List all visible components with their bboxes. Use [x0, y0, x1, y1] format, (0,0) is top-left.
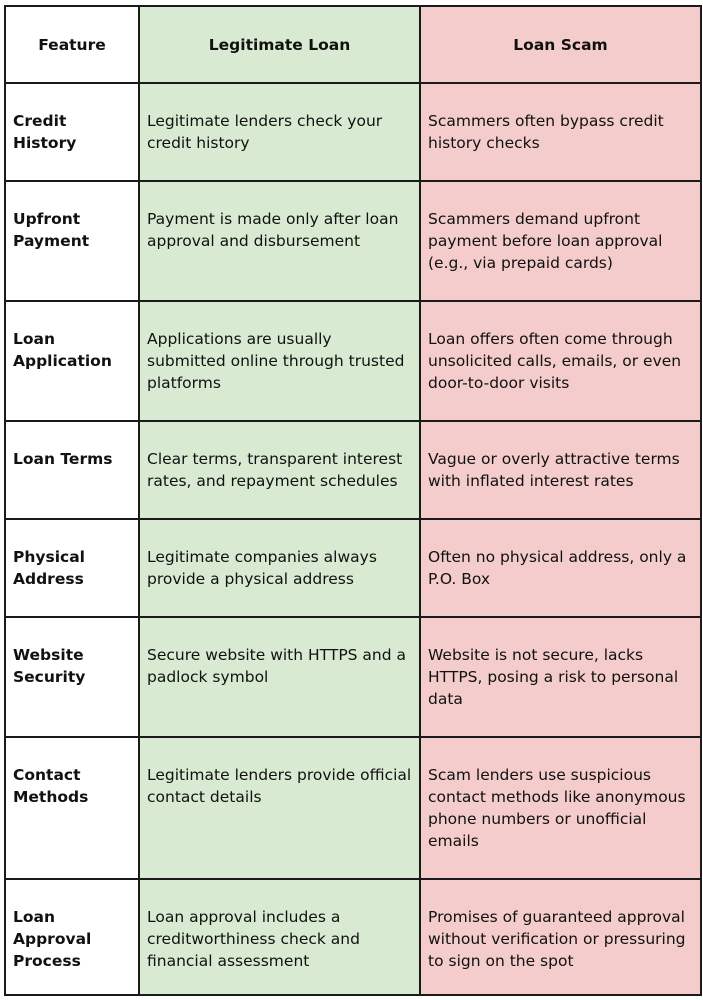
feature-cell: [5, 421, 139, 519]
scam-text: Often no physical address, only a P.O. Box: [428, 548, 687, 588]
feature-label: Loan Terms: [13, 450, 113, 468]
feature-cell: [5, 519, 139, 617]
table-row: [5, 737, 701, 879]
legitimate-text: Applications are usually submitted online through trusted platforms: [147, 330, 405, 392]
feature-label: Credit History: [13, 112, 77, 152]
table-row: [5, 519, 701, 617]
table-row: [5, 879, 701, 995]
table-row: [5, 83, 701, 181]
table-row: [5, 181, 701, 301]
scam-cell: [420, 83, 701, 181]
feature-label: Contact Methods: [13, 766, 89, 806]
header-legitimate-label: Legitimate Loan: [208, 35, 351, 54]
scam-text: Scammers often bypass credit history checks: [428, 112, 664, 152]
feature-label: Loan Approval Process: [13, 908, 92, 970]
feature-label: Physical Address: [13, 548, 85, 588]
feature-label: Loan Application: [13, 330, 112, 370]
legitimate-cell: [139, 879, 420, 995]
legitimate-cell: [139, 737, 420, 879]
legitimate-cell: [139, 421, 420, 519]
legitimate-text: Legitimate lenders provide official contact details: [147, 766, 412, 806]
header-row: [5, 6, 701, 83]
legitimate-text: Legitimate companies always provide a physical address: [147, 548, 377, 588]
legitimate-text: Payment is made only after loan approval and disbursement: [147, 210, 399, 250]
feature-cell: [5, 737, 139, 879]
scam-cell: [420, 617, 701, 737]
legitimate-text: Clear terms, transparent interest rates, and repayment schedules: [147, 450, 403, 490]
table-row: [5, 421, 701, 519]
legitimate-text: Loan approval includes a creditworthiness check and financial assessment: [147, 908, 360, 970]
feature-cell: [5, 181, 139, 301]
header-feature-label: Feature: [38, 35, 106, 54]
scam-text: Vague or overly attractive terms with inflated interest rates: [428, 450, 680, 490]
feature-label: Upfront Payment: [13, 210, 90, 250]
feature-cell: [5, 301, 139, 421]
scam-cell: [420, 301, 701, 421]
legitimate-cell: [139, 301, 420, 421]
scam-cell: [420, 879, 701, 995]
scam-text: Loan offers often come through unsolicited calls, emails, or even door-to-door visits: [428, 330, 682, 392]
table-row: [5, 617, 701, 737]
header-feature: [5, 6, 139, 83]
header-scam: [420, 6, 701, 83]
scam-cell: [420, 181, 701, 301]
table-row: [5, 301, 701, 421]
legitimate-text: Legitimate lenders check your credit history: [147, 112, 383, 152]
scam-text: Promises of guaranteed approval without verification or pressuring to sign on the spot: [428, 908, 686, 970]
legitimate-text: Secure website with HTTPS and a padlock symbol: [147, 646, 407, 686]
legitimate-cell: [139, 617, 420, 737]
scam-cell: [420, 519, 701, 617]
comparison-table: [4, 5, 702, 996]
scam-text: Website is not secure, lacks HTTPS, posing a risk to personal data: [428, 646, 679, 708]
scam-text: Scammers demand upfront payment before loan approval (e.g., via prepaid cards): [428, 210, 663, 272]
feature-cell: [5, 617, 139, 737]
legitimate-cell: [139, 519, 420, 617]
feature-label: Website Security: [13, 646, 86, 686]
header-scam-label: Loan Scam: [513, 35, 608, 54]
scam-text: Scam lenders use suspicious contact methods like anonymous phone numbers or unofficial emails: [428, 766, 686, 850]
feature-cell: [5, 879, 139, 995]
header-legitimate: [139, 6, 420, 83]
scam-cell: [420, 737, 701, 879]
legitimate-cell: [139, 181, 420, 301]
scam-cell: [420, 421, 701, 519]
feature-cell: [5, 83, 139, 181]
legitimate-cell: [139, 83, 420, 181]
